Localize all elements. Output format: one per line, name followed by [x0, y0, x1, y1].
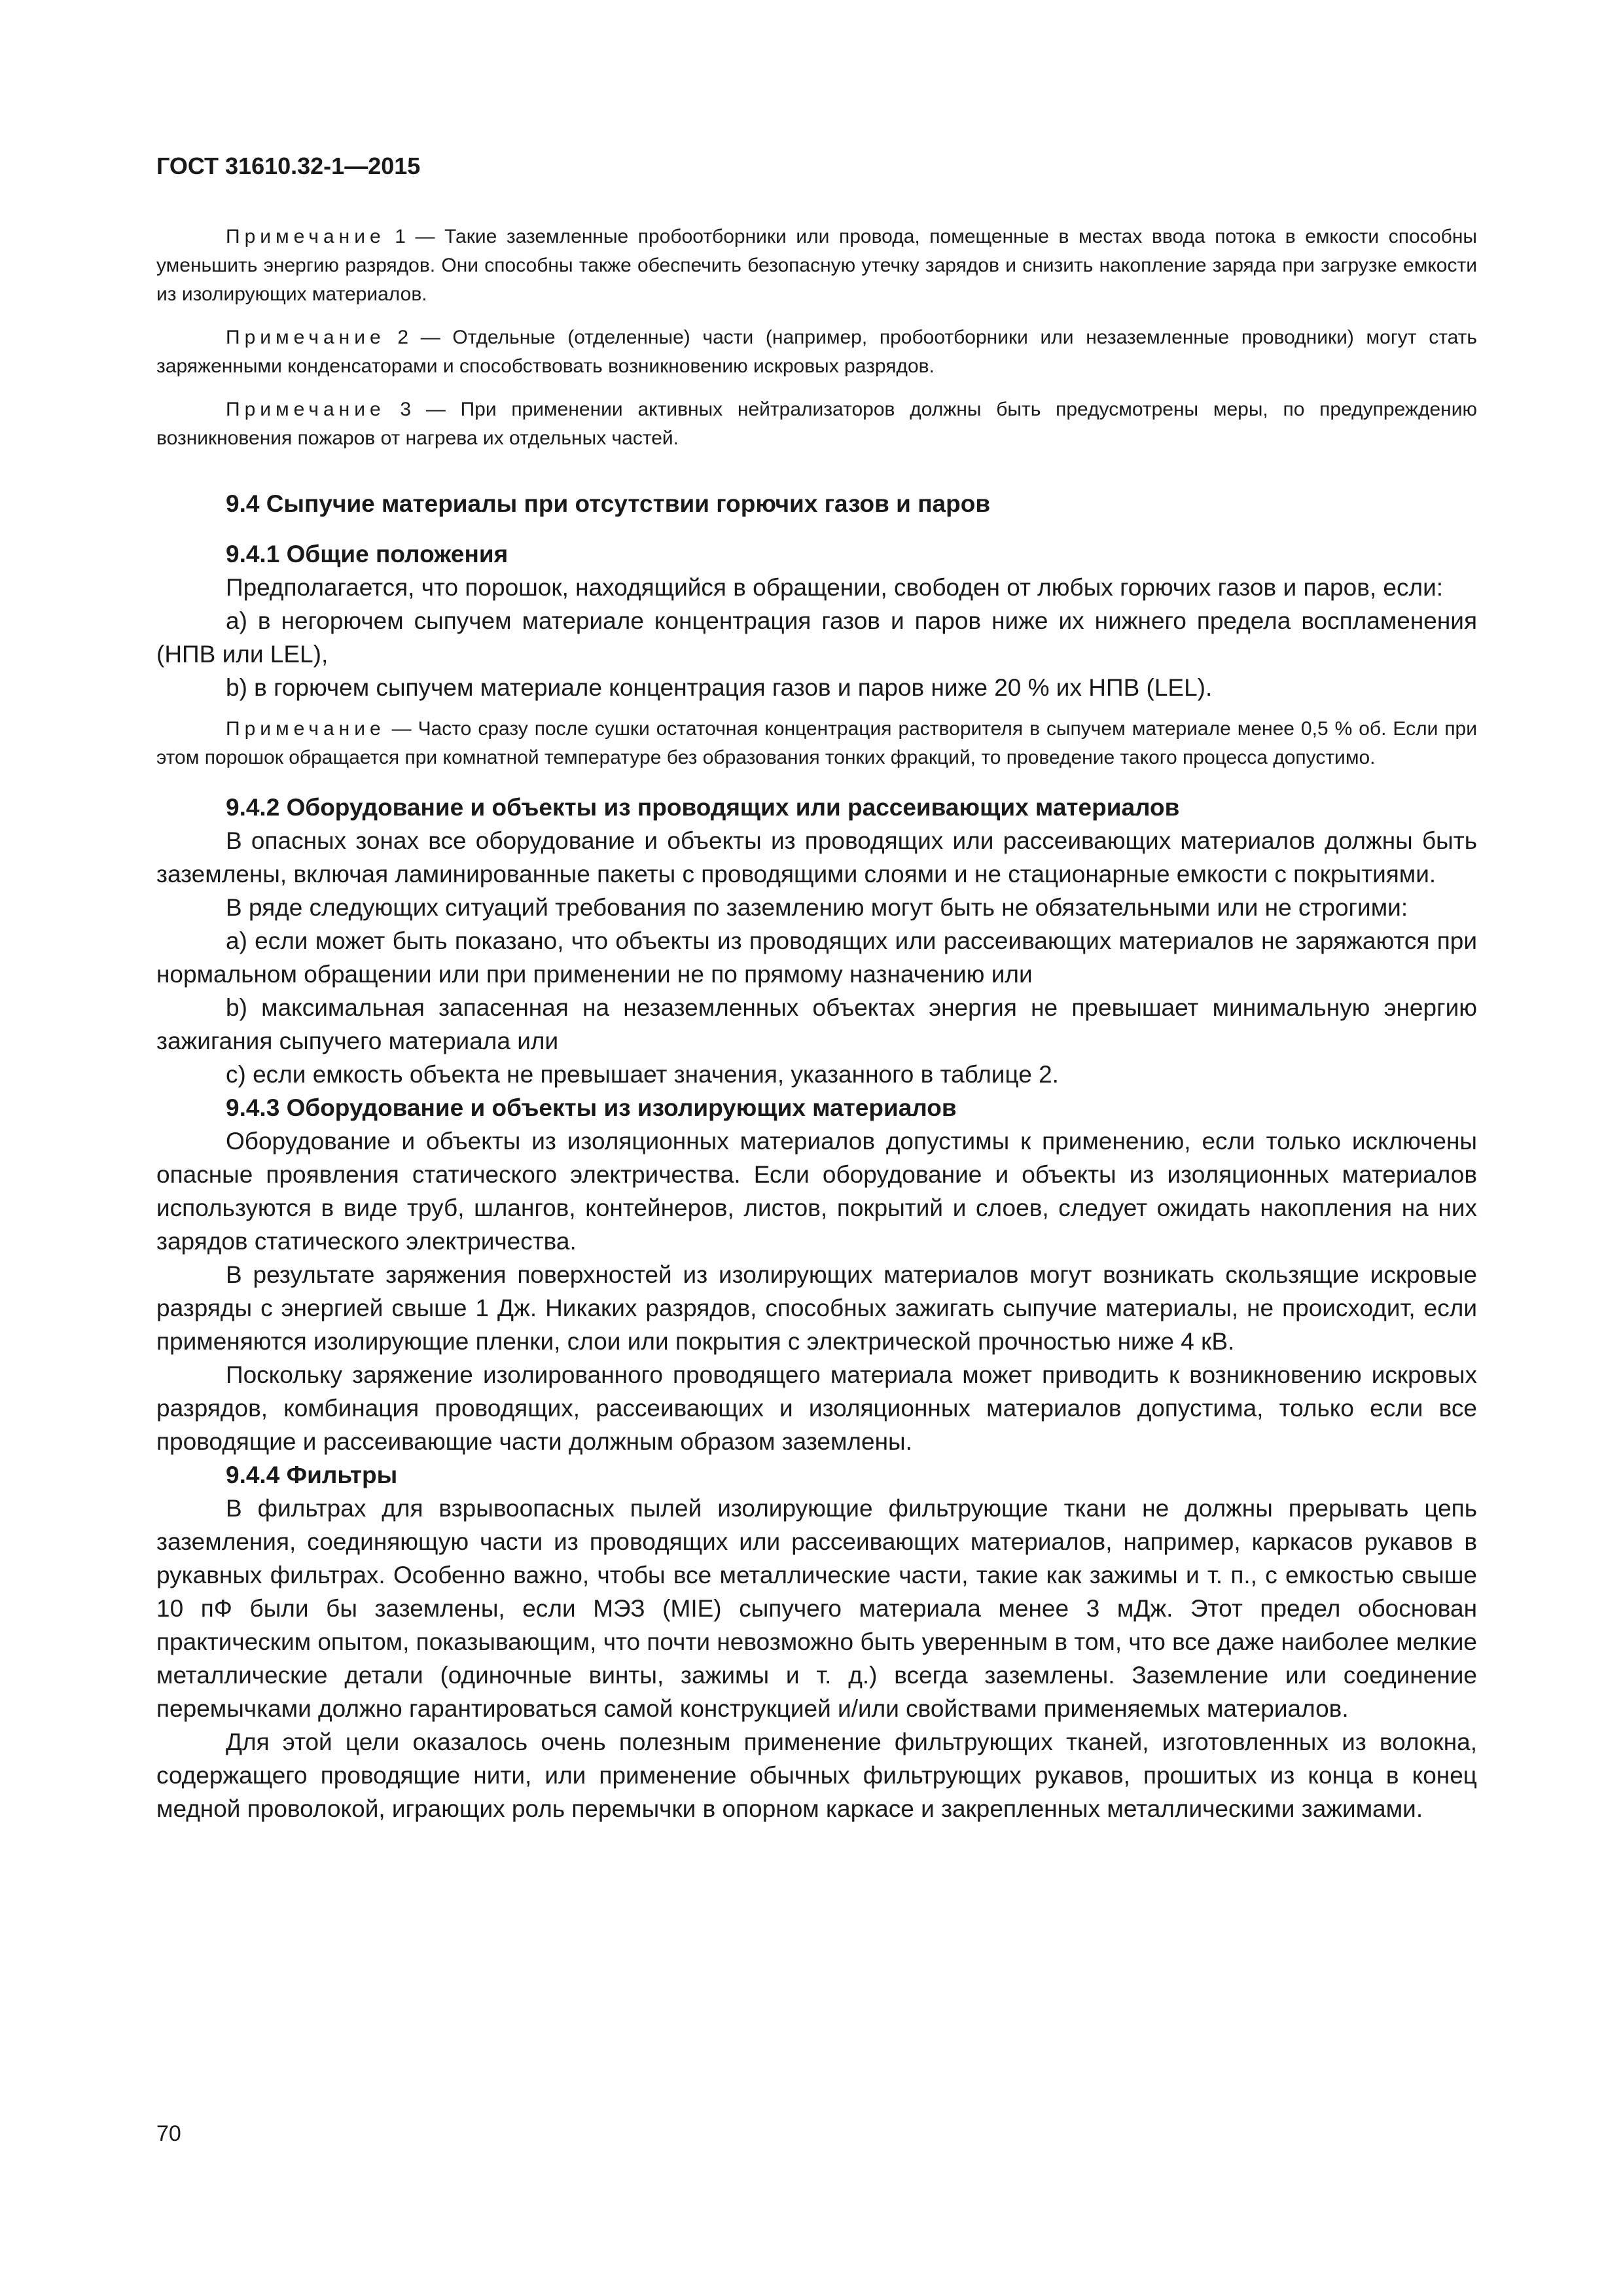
list-item-a: a) в негорючем сыпучем материале концентрация газов и паров ниже их нижнего предела воспламенения (НПВ или LEL),: [156, 607, 1477, 668]
subsection-9-4-1-title: 9.4.1 Общие положения: [226, 541, 508, 567]
note-9-4-1: [156, 715, 1477, 772]
subsection-9-4-2-title: 9.4.2 Оборудование и объекты из проводящих или рассеивающих материалов: [226, 794, 1180, 821]
note-label: Примечание: [226, 399, 385, 420]
note-label: Примечание: [226, 718, 385, 740]
paragraph: Оборудование и объекты из изоляционных материалов допустимы к применению, если только исключены опасные проявления статического электричества. Если оборудование и объекты из изоляционных материалов используются в виде труб, шлангов, контейнеров, листов, покрытий и слоев, следует ожидать накопления на них зарядов статического электричества.: [156, 1128, 1477, 1255]
note-text: 2 — Отдельные (отделенные) части (например, пробоотборники или незаземленные проводники) могут стать заряженными конденсаторами и способствовать возникновению искровых разрядов.: [156, 327, 1477, 377]
paragraph: Поскольку заряжение изолированного проводящего материала может приводить к возникновению искровых разрядов, комбинация проводящих, рассеивающих и изоляционных материалов допустима, только если все проводящие и рассеивающие части должным образом заземлены.: [156, 1361, 1477, 1455]
paragraph: В опасных зонах все оборудование и объекты из проводящих или рассеивающих материалов должны быть заземлены, включая ламинированные пакеты с проводящими слоями и не стационарные емкости с покрытиями.: [156, 827, 1477, 888]
paragraph: В результате заряжения поверхностей из изолирующих материалов могут возникать скользящие искровые разряды с энергией свыше 1 Дж. Никаких разрядов, способных зажигать сыпучие материалы, не происходит, если применяются изолирующие пленки, слои или покрытия с электрической прочностью ниже 4 кВ.: [156, 1261, 1477, 1355]
paragraph: В ряде следующих ситуаций требования по заземлению могут быть не обязательными или не строгими:: [226, 894, 1408, 921]
paragraph: Для этой цели оказалось очень полезным применение фильтрующих тканей, изготовленных из волокна, содержащего проводящие нити, или применение обычных фильтрующих рукавов, прошитых из конца в конец медной проволокой, играющих роль перемычки в опорном каркасе и закрепленных металлическими зажимами.: [156, 1729, 1477, 1822]
note-text: 3 — При применении активных нейтрализаторов должны быть предусмотрены меры, по предупреждению возникновения пожаров от нагрева их отдельных частей.: [156, 399, 1477, 449]
subsection-9-4-3-title: 9.4.3 Оборудование и объекты из изолирующих материалов: [226, 1094, 957, 1121]
note-text: — Часто сразу после сушки остаточная концентрация растворителя в сыпучем материале менее 0,5 % об. Если при этом порошок обращается при комнатной температуре без образования тонких фракций, то проведение такого процесса допустимо.: [156, 718, 1477, 768]
document-header-id: ГОСТ 31610.32-1—2015: [156, 152, 421, 179]
page-content: [156, 223, 1477, 1825]
note-label: Примечание: [226, 226, 385, 247]
section-9-4-title: 9.4 Сыпучие материалы при отсутствии горючих газов и паров: [226, 490, 991, 517]
page-number: 70: [156, 2121, 181, 2146]
note-2: [156, 323, 1477, 381]
paragraph: В фильтрах для взрывоопасных пылей изолирующие фильтрующие ткани не должны прерывать цепь заземления, соединяющую части из проводящих или рассеивающих материалов, например, каркасов рукавов в рукавных фильтрах. Особенно важно, чтобы все металлические части, такие как зажимы и т. п., с емкостью свыше 10 пФ были бы заземлены, если МЭЗ (MIE) сыпучего материала менее 3 мДж. Этот предел обоснован практическим опытом, показывающим, что почти невозможно быть уверенным в том, что все даже наиболее мелкие металлические детали (одиночные винты, зажимы и т. д.) всегда заземлены. Заземление или соединение перемычками должно гарантироваться самой конструкцией и/или свойствами применяемых материалов.: [156, 1495, 1477, 1722]
note-text: 1 — Такие заземленные пробоотборники или провода, помещенные в местах ввода потока в емкости способны уменьшить энергию разрядов. Они способны также обеспечить безопасную утечку зарядов и снизить накопление заряда при загрузке емкости из изолирующих материалов.: [156, 226, 1477, 305]
list-item-c: c) если емкость объекта не превышает значения, указанного в таблице 2.: [226, 1061, 1059, 1088]
list-item-b: b) в горючем сыпучем материале концентрация газов и паров ниже 20 % их НПВ (LEL).: [226, 674, 1213, 701]
note-label: Примечание: [226, 327, 385, 348]
list-item-a: a) если может быть показано, что объекты из проводящих или рассеивающих материалов не заряжаются при нормальном обращении или при применении не по прямому назначению или: [156, 927, 1477, 988]
list-item-b: b) максимальная запасенная на незаземленных объектах энергия не превышает минимальную энергию зажигания сыпучего материала или: [156, 994, 1477, 1054]
note-1: [156, 223, 1477, 309]
subsection-9-4-4-title: 9.4.4 Фильтры: [226, 1462, 398, 1488]
paragraph: Предполагается, что порошок, находящийся в обращении, свободен от любых горючих газов и паров, если:: [226, 574, 1444, 601]
note-3: [156, 395, 1477, 453]
